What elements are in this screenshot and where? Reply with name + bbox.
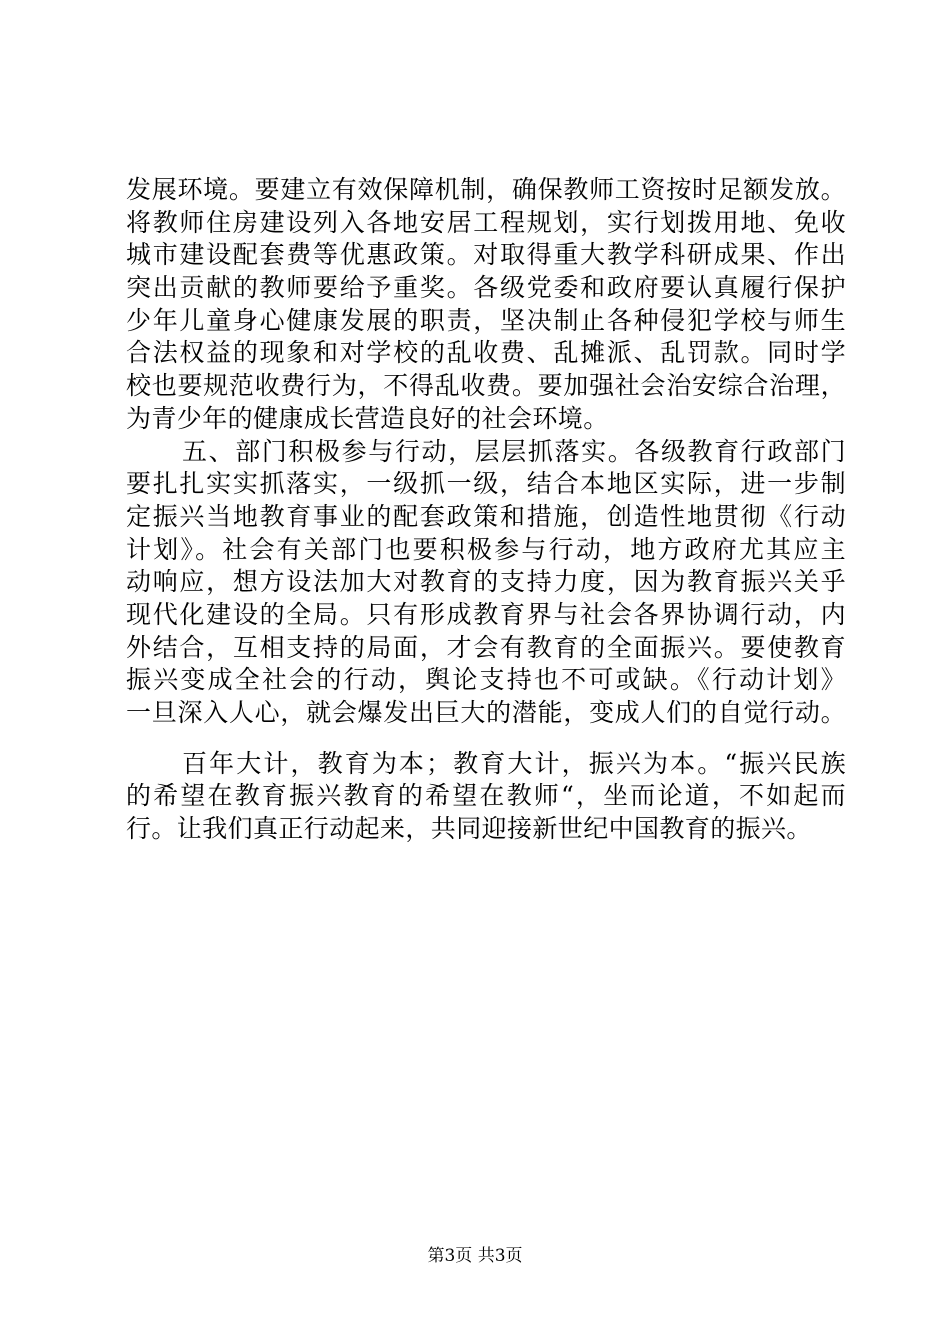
text-line: 动响应，想方设法加大对教育的支持力度，因为教育振兴关乎 — [126, 567, 846, 597]
paragraph-continuation — [126, 174, 846, 436]
text-line: 将教师住房建设列入各地安居工程规划，实行划拨用地、免收 — [126, 207, 846, 237]
text-line: 百年大计，教育为本；教育大计，振兴为本。“振兴民族 — [182, 748, 846, 778]
text-line: 城市建设配套费等优惠政策。对取得重大教学科研成果、作出 — [126, 240, 846, 270]
text-line: 计划》。社会有关部门也要积极参与行动，地方政府尤其应主 — [126, 534, 846, 564]
paragraph-closing — [126, 748, 846, 846]
text-line: 振兴变成全社会的行动，舆论支持也不可或缺。《行动计划》 — [126, 665, 846, 695]
text-line: 合法权益的现象和对学校的乱收费、乱摊派、乱罚款。同时学 — [126, 338, 846, 368]
body-text — [126, 174, 846, 846]
paragraph-section-five — [126, 436, 846, 730]
text-line: 行。让我们真正行动起来，共同迎接新世纪中国教育的振兴。 — [126, 814, 812, 844]
text-line: 外结合，互相支持的局面，才会有教育的全面振兴。要使教育 — [126, 632, 846, 662]
text-line: 少年儿童身心健康发展的职责，坚决制止各种侵犯学校与师生 — [126, 305, 846, 335]
text-line: 五、部门积极参与行动，层层抓落实。各级教育行政部门 — [182, 436, 846, 466]
text-line: 的希望在教育振兴教育的希望在教师“，坐而论道，不如起而 — [126, 781, 846, 811]
text-line: 要扎扎实实抓落实，一级抓一级，结合本地区实际，进一步制 — [126, 469, 846, 499]
text-line: 发展环境。要建立有效保障机制，确保教师工资按时足额发放。 — [126, 175, 846, 204]
page-footer — [0, 1245, 950, 1267]
text-line: 校也要规范收费行为，不得乱收费。要加强社会治安综合治理， — [126, 371, 846, 401]
text-line: 定振兴当地教育事业的配套政策和措施，创造性地贯彻《行动 — [126, 501, 846, 531]
text-line: 为青少年的健康成长营造良好的社会环境。 — [126, 403, 609, 433]
paragraph-spacer — [126, 730, 846, 748]
page-number-label: 第3页 共3页 — [427, 1246, 523, 1266]
text-line: 突出贡献的教师要给予重奖。各级党委和政府要认真履行保护 — [126, 273, 846, 303]
text-line: 一旦深入人心，就会爆发出巨大的潜能，变成人们的自觉行动。 — [126, 698, 846, 727]
text-line: 现代化建设的全局。只有形成教育界与社会各界协调行动，内 — [126, 599, 846, 629]
